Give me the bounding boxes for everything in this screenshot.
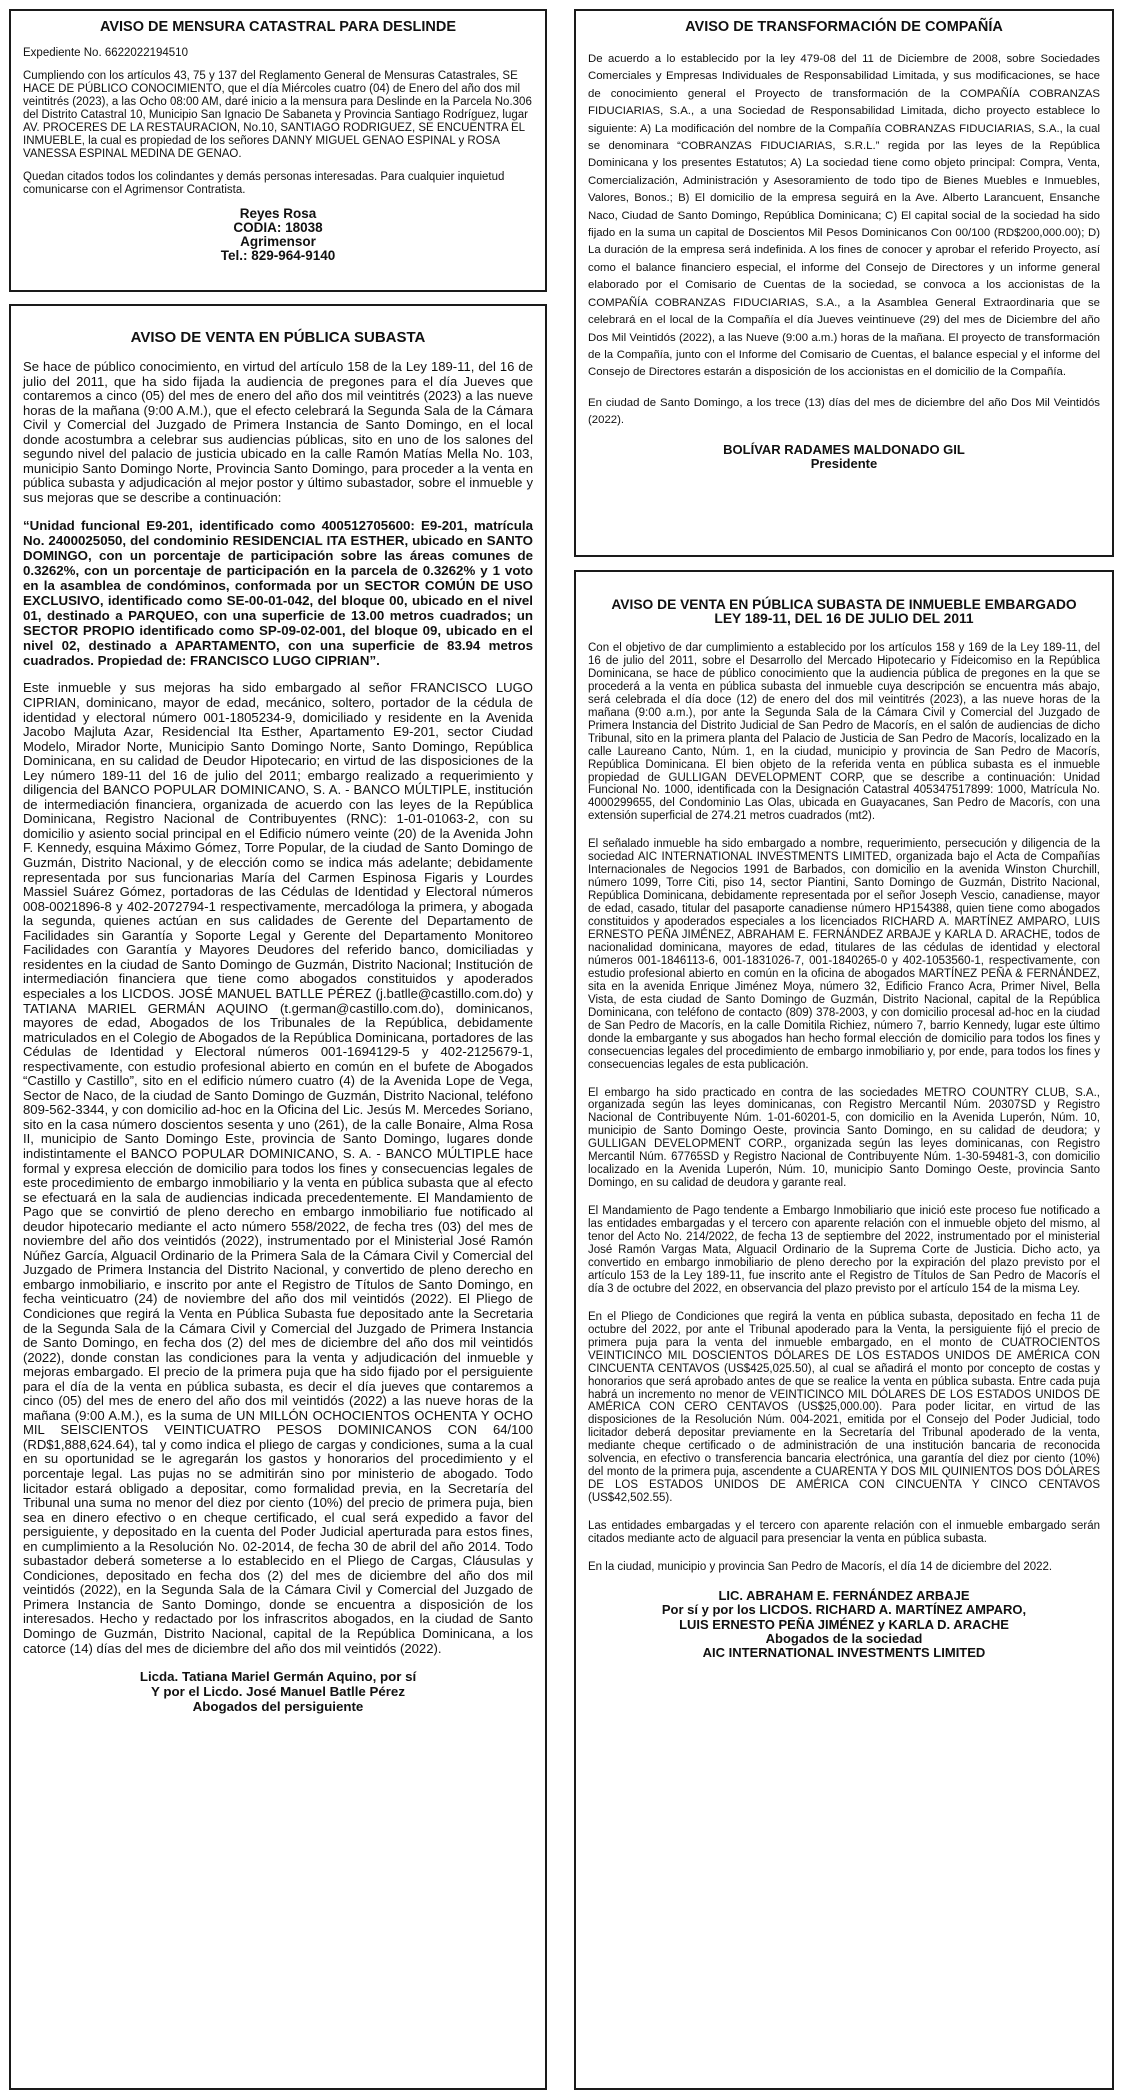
notice-citados: Quedan citados todos los colindantes y demás personas interesadas. Para cualquier inquietud comunicarse con el Agrimensor Contratista. [23,171,505,196]
notice-paragraph: El señalado inmueble ha sido embargado a nombre, requerimiento, persecución y diligencia de la sociedad AIC INTERNATIONAL INVESTMENTS LIMITED, organizada bajo el Acta de Compañías Internacionales de Negocios 1991 de Barbados, con domicilio en la avenida Winston Churchill, número 1099, Torre Citi, piso 14, sector Piantini, Santo Domingo de Guzmán, Distrito Nacional, República Dominicana, debidamente representada por el señor Joseph Vescio, canadiense, mayor de edad, casado, titular del pasaporte canadiense número HP154388, quien tiene como abogados constituidos y apoderados especiales a los licenciados RICHARD A. MARTÍNEZ AMPARO, LUIS ERNESTO PEÑA JIMÉNEZ, ABRAHAM E. FERNÁNDEZ ARBAJE y KARLA D. ARACHE, todos de nacionalidad dominicana, mayores de edad, titulares de las cédulas de identidad y electoral números 001-1846113-6, 001-1831026-7, 001-1840265-0 y 402-1053560-1, respectivamente, con estudio profesional abierto en común en la oficina de abogados MARTÍNEZ PEÑA & FERNÁNDEZ, sita en la avenida Enrique Jiménez Moya, número 32, Edificio Franco Acra, Primer Nivel, Bella Vista, de esta ciudad de Santo Domingo de Guzmán, Distrito Nacional, capital de la República Dominicana, con teléfono de contacto (809) 378-2003, y con domicilio procesal ad-hoc en la ciudad de San Pedro de Macorís, en la calle Domitila Richiez, número 7, barrio Kennedy, lugar este último donde la embargante y sus abogados han hecho formal elección de domicilio para todos los fines y consecuencias legales del procedimiento de embargo inmobiliario y, por ende, para todos los fines y consecuencias legales de esta publicación. [588,838,1100,1071]
notice-title-line: AVISO DE VENTA EN PÚBLICA SUBASTA DE INMUEBLE EMBARGADO [611,597,1077,612]
notice-body: Este inmueble y sus mejoras ha sido embargado al señor FRANCISCO LUGO CIPRIAN, dominicano, mayor de edad, mecánico, soltero, portador de la cédula de identidad y electoral número 001-1805234-9, domiciliado y residente en la Avenida Jacobo Majluta Azar, Residencial Ita Esther, Apartamento E9-201, sector Ciudad Modelo, Mirador Norte, Municipio Santo Domingo Norte, Santo Domingo, República Dominicana, en su calidad de Deudor Hipotecario; en virtud de las disposiciones de la Ley número 189-11 del 16 de julio del 2011; embargo realizado a requerimiento y diligencia del BANCO POPULAR DOMINICANO, S. A. - BANCO MÚLTIPLE, institución de intermediación financiera, organizada de acuerdo con las leyes de la República Dominicana, Registro Nacional de Contribuyentes (RNC): 1-01-01063-2, con su domicilio y asiento social principal en el Edificio número veinte (20) de la Avenida John F. Kennedy, esquina Máximo Gómez, Torre Popular, de la ciudad de Santo Domingo de Guzmán, Distrito Nacional, y de elección como se indica más adelante; debidamente representada por sus funcionarias María del Carmen Espinosa Figaris y Lourdes Massiel Suárez Gómez, portadoras de las Cédulas de Identidad y Electoral números 008-0021896-8 y 402-2072794-1 respectivamente, mercadóloga la primera, y abogada la segunda, quienes actúan en sus calidades de Gerente del Departamento de Facilidades sin Garantía y Soporte Legal y Gerente del Departamento Monitoreo Facilidades con Garantía y Mayores Deudores del referido banco, domiciliadas y residentes en la ciudad de Santo Domingo de Guzmán, Distrito Nacional; Institución de intermediación financiera que tiene como abogados constituidos y apoderados especiales a los LICDOS. JOSÉ MANUEL BATLLE PÉREZ (j.batlle@castillo.com.do) y TATIANA MARIEL GERMÁN AQUINO (t.german@castillo.com.do), dominicanos, mayores de edad, Abogados de los Tribunales de la República, debidamente matriculados en el Colegio de Abogados de la República Dominicana, portadores de las Cédulas de Identidad y Electoral números 001-1694129-5 y 402-2125679-1, respectivamente, con estudio profesional abierto en común en el bufete de Abogados “Castillo y Castillo”, sito en el edificio número cuatro (4) de la Avenida Lope de Vega, Sector de Naco, de la ciudad de Santo Domingo de Guzmán, Distrito Nacional, teléfono 809-562-3344, y con domicilio ad-hoc en la Oficina del Lic. Jesús M. Mercedes Soriano, sito en la casa número doscientos sesenta y uno (261), de la calle Bonaire, Alma Rosa II, municipio de Santo Domingo Este, provincia de Santo Domingo, lugares donde indistintamente el BANCO POPULAR DOMINICANO, S. A. - BANCO MÚLTIPLE hace formal y expresa elección de domicilio para todos los fines y consecuencias legales de este procedimiento de embargo inmobiliario y la venta en pública subasta que al efecto se efectuará en la sala de audiencias indicada precedentemente. El Mandamiento de Pago que se convirtió de pleno derecho en embargo inmobiliario fue notificado al deudor hipotecario mediante el acto número 558/2022, de fecha tres (03) del mes de noviembre del año dos veintidós (2022), instrumentado por el Ministerial José Ramón Núñez García, Alguacil Ordinario de la Primera Sala de la Cámara Civil y Comercial del Juzgado de Primera Instancia del Distrito Nacional, y convertido de pleno derecho en embargo inmobiliario, e inscrito por ante el Registro de Títulos de Santo Domingo, en fecha veinticuatro (24) de noviembre del año dos mil veintidós (2022). El Pliego de Condiciones que regirá la Venta en Pública Subasta fue depositado ante la Secretaria de la Segunda Sala de la Cámara Civil y Comercial del Juzgado de Primera Instancia de Santo Domingo, en fecha dos (2) del mes de diciembre del año dos mil veintidós (2022), donde constan las condiciones para la venta y adjudicación del inmueble y mejoras embargado. El precio de la primera puja que ha sido fijado por el persiguiente para el día de la venta en pública subasta, es decir el día jueves que contaremos a cinco (05) del mes de enero del año dos mil veintidós (2022) a las nueve horas de la mañana (9:00 A.M.), es la suma de UN MILLÓN OCHOCIENTOS OCHENTA Y OCHO MIL SEISCIENTOS VEINTICUATRO PESOS DOMINICANOS CON 64/100 (RD$1,888,624.64), tal y como indica el pliego de cargas y condiciones, suma a la cual en su oportunidad se le agregarán los gastos y honorarios del procedimiento y el porcentaje legal. Las pujas no se admitirán sino por ministerio de abogado. Todo licitador estará obligado a depositar, como formalidad previa, en la Secretaría del Tribunal una suma no menor del diez por ciento (10%) del precio de primera puja, bien sea en dinero efectivo o en cheque certificado, el cual será expedido a favor del persiguiente, y depositado en la cuenta del Poder Judicial aperturada para estos fines, en cumplimiento a la Resolución No. 02-2014, de fecha 30 de abril del año 2014. Todo subastador deberá someterse a lo establecido en el Pliego de Cargas, Cláusulas y Condiciones, depositado en fecha dos (2) del mes de diciembre del año dos mil veintidós (2022), en la Segunda Sala de la Cámara Civil y Comercial del Juzgado de Primera Instancia de Santo Domingo, donde se encuentra a disposición de los interesados. Hecho y redactado por los infrascritos abogados, en la ciudad de Santo Domingo de Guzmán, Distrito Nacional, capital de la República Dominicana, a los catorce (14) días del mes de diciembre del año dos mil veintidós (2022). [23,680,533,1656]
notice-body: Cumpliendo con los artículos 43, 75 y 137 del Reglamento General de Mensuras Catastrales, SE HACE DE PÚBLICO CONOCIMIENTO, que el día Miércoles cuatro (04) de Enero del año dos mil veintitrés (2023), a las Ocho 08:00 AM, daré inicio a la mensura para Deslinde en la Parcela No.306 del Distrito Catastral 10, Municipio San Ignacio De Sabaneta y Provincia Santiago Rodríguez, lugar AV. PROCERES DE LA RESTAURACION, No.10, SANTIAGO RODRIGUEZ, SE ENCUENTRA EL INMUEBLE, la cual es propiedad de los señores DANNY MIGUEL GENAO ESPINAL y ROSA VANESSA ESPINAL MEDINA DE GENAO. [23,70,532,160]
notice-body: De acuerdo a lo establecido por la ley 479-08 del 11 de Diciembre de 2008, sobre Sociedades Comerciales y Empresas Individuales de Responsabilidad Limitada, y sus modificaciones, se hace de conocimiento general el Proyecto de transformación de la COMPAÑÍA COBRANZAS FIDUCIARIAS, S.A., a una Sociedad de Responsabilidad Limitada, dicho proyecto establece lo siguiente: A) La modificación del nombre de la Compañía COBRANZAS FIDUCIARIAS, S.A., la cual se denominara “COBRANZAS FIDUCIARIAS, S.R.L.” regida por las leyes de la República Dominicana y los presentes Estatutos; A) La sociedad tiene como objeto principal: Compra, Venta, Comercialización, Administración y Asesoramiento de todo tipo de Bienes Muebles e Inmuebles, Valores, Bonos.; B) El domicilio de la empresa seguirá en la Ave. Alberto Larancuent, Ensanche Naco, Ciudad de Santo Domingo, República Dominicana; C) El capital social de la sociedad ha sido fijado en la suma un capital de Doscientos Mil Pesos Dominicanos Con 00/100 (RD$200,000.00); D) La duración de la empresa será indefinida. A los fines de conocer y aprobar el referido Proyecto, así como el balance financiero especial, el informe del Consejo de Directores y un informe general elaborado por el Comisario de Cuentas de la sociedad, se convoca a los accionistas de la COMPAÑÍA COBRANZAS FIDUCIARIAS, S.A., a la Asamblea General Extraordinaria que se celebrará en el local de la Compañía el día Jueves veintinueve (29) del mes de Diciembre del año Dos Mil Veintidós (2022), a las Nueve (9:00 a.m.) horas de la mañana. El proyecto de transformación de la Compañía, junto con el Informe del Comisario de Cuentas, el balance especial y el informe del Consejo de Directores estarán a disposición de los accionistas en el domicilio de la Compañía. [588,53,1100,379]
signature-block [588,1589,1100,1660]
signature-phone: Tel.: 829-964-9140 [220,248,336,263]
signature-codia: CODIA: 18038 [233,220,323,235]
signature-line: Licda. Tatiana Mariel Germán Aquino, por sí [139,1669,417,1685]
expediente-number: Expediente No. 6622022194510 [23,47,188,59]
notice-mensura-catastral [9,9,547,292]
signature-line: LIC. ABRAHAM E. FERNÁNDEZ ARBAJE [718,1587,970,1603]
signature-line: Abogados del persiguiente [192,1699,364,1715]
notice-paragraph: En el Pliego de Condiciones que regirá la venta en pública subasta, depositado en fecha 11 de octubre del 2022, por ante el Tribunal apoderado para la Venta, la persiguiente fijó el precio de primera puja para la venta del inmueble embargado, en el monto de CUATROCIENTOS VEINTICINCO MIL DOSCIENTOS DÓLARES DE LOS ESTADOS UNIDOS DE AMÉRICA CON CINCUENTA CENTAVOS (US$425,025.50), al cual se añadirá el monto por concepto de costas y honorarios que será aprobado antes de que se realice la venta en pública subasta. Entre cada puja habrá un incremento no menor de VEINTICINCO MIL DÓLARES DE LOS ESTADOS UNIDOS DE AMÉRICA CON CERO CENTAVOS (US$25,000.00). Para poder licitar, en virtud de las disposiciones de la Resolución Núm. 004-2021, emitida por el Consejo del Poder Judicial, todo licitador deberá depositar previamente en la Secretaría del Tribunal apoderado de la venta, mediante cheque certificado o de administración de una institución bancaria de reconocida solvencia, en efectivo o transferencia bancaria electrónica, una garantía del diez por ciento (10%) del monto de la primera puja, ascendente a CUARENTA Y DOS MIL QUINIENTOS DOS DÓLARES DE LOS ESTADOS UNIDOS DE AMÉRICA CON CINCUENTA Y CINCO CENTAVOS (US$42,502.55). [588,1310,1100,1505]
signature-block [23,207,533,263]
notice-date: En la ciudad, municipio y provincia San Pedro de Macorís, el día 14 de diciembre del 2022. [588,1561,1053,1573]
signature-role: Presidente [810,455,878,471]
notice-paragraph: El Mandamiento de Pago tendente a Embargo Inmobiliario que inició este proceso fue notificado a las entidades embargadas y el tercero con aparente relación con el inmueble objeto del mismo, al tenor del Acto No. 214/2022, de fecha 13 de septiembre del 2022, instrumentado por el ministerial José Ramón Vargas Mata, Alguacil Ordinario de la Suprema Corte de Justicia. Dicho acto, ya convertido en embargo inmobiliario de pleno derecho por la expiración del plazo previsto por el artículo 153 de la Ley 189-11, fue inscrito ante el Registro de Títulos de San Pedro de Macorís el día 3 de octubre del 2022, en observancia del plazo previsto por el artículo 154 de la misma Ley. [588,1205,1100,1295]
notice-intro: Se hace de público conocimiento, en virtud del artículo 158 de la Ley 189-11, del 16 de julio del 2011, que ha sido fijada la audiencia de pregones para el día Jueves que contaremos a cinco (05) del mes de enero del año dos mil veintitrés (2023) a las nueve horas de la mañana (9:00 A.M.), que el efecto celebrará la Segunda Sala de la Cámara Civil y Comercial del Juzgado de Primera Instancia de Santo Domingo, en el local donde acostumbra a celebrar sus audiencias públicas, sito en uno de los salones del segundo nivel del palacio de justicia ubicado en la calle Ramón Matías Mella No. 103, municipio Santo Domingo Norte, Provincia Santo Domingo, para proceder a la venta en pública subasta y adjudicación al mejor postor y último subastador, sobre el inmueble y sus mejoras que se describe a continuación: [23,359,533,505]
signature-line: Y por el Licdo. José Manuel Batlle Pérez [151,1684,405,1700]
notice-inmueble-embargado [574,570,1114,2090]
notice-title: AVISO DE VENTA EN PÚBLICA SUBASTA [130,329,426,346]
signature-line: AIC INTERNATIONAL INVESTMENTS LIMITED [702,1645,986,1661]
notice-title: AVISO DE TRANSFORMACIÓN DE COMPAÑÍA [685,19,1003,35]
notice-venta-publica-subasta [9,304,547,2090]
signature-role: Agrimensor [240,234,316,249]
notice-title [588,598,1100,626]
notice-transformacion-compania [574,9,1114,557]
signature-line: LUIS ERNESTO PEÑA JIMÉNEZ y KARLA D. ARACHE [679,1616,1009,1632]
signature-block [588,443,1100,471]
notice-paragraph: Las entidades embargadas y el tercero con aparente relación con el inmueble embargado serán citados mediante acto de alguacil para presenciar la venta en pública subasta. [588,1520,1100,1546]
notice-date: En ciudad de Santo Domingo, a los trece (13) días del mes de diciembre del año Dos Mil Veintidós (2022). [588,396,1100,427]
signature-name: BOLÍVAR RADAMES MALDONADO GIL [723,441,965,457]
notice-paragraph: Con el objetivo de dar cumplimiento a establecido por los artículos 158 y 169 de la Ley 189-11, del 16 de julio del 2011, sobre el Desarrollo del Mercado Hipotecario y Fideicomiso en la República Dominicana, se hace de público conocimiento que la audiencia pública de pregones en la que se procederá a la venta en pública subasta del inmueble cuya descripción se encuentra más abajo, será celebrada el día doce (12) de enero del dos mil veintitrés (2023), a las nueve horas de la mañana (9:00 a.m.), por ante la Segunda Sala de la Cámara Civil y Comercial del Juzgado de Primera Instancia del Distrito Judicial de San Pedro de Macorís, en el salón de audiencias de dicho Tribunal, sito en la primera planta del Palacio de Justicia de San Pedro de Macorís, localizado en la calle Laureano Canto, Núm. 1, en la ciudad, municipio y provincia de San Pedro de Macorís, República Dominicana. El bien objeto de la referida venta en pública subasta es el inmueble propiedad de GULLIGAN DEVELOPMENT CORP, que se describe a continuación: Unidad Funcional No. 1000, identificada con la Designación Catastral 405347517899: 1000, Matrícula No. 4000299655, del Condominio Las Olas, ubicada en Guayacanes, San Pedro de Macorís, con una extensión superficial de 274.21 metros cuadrados (mt2). [588,642,1100,823]
notice-paragraph: El embargo ha sido practicado en contra de las sociedades METRO COUNTRY CLUB, S.A., organizada según las leyes dominicanas, con Registro Mercantil Núm. 20307SD y Registro Nacional de Contribuyente Núm. 1-01-60201-5, con domicilio en la Avenida Luperón, Núm. 10, municipio de Santo Domingo Oeste, provincia Santo Domingo, en su calidad de deudora; y GULLIGAN DEVELOPMENT CORP., organizada según las leyes dominicanas, con Registro Mercantil Núm. 67765SD y Registro Nacional de Contribuyente Núm. 1-30-59481-3, con domicilio localizado en la Avenida Luperón, Núm. 10, municipio Santo Domingo Oeste, provincia Santo Domingo, en su calidad de deudora y garante real. [588,1086,1100,1190]
signature-name: Reyes Rosa [239,206,317,221]
notice-subtitle: LEY 189-11, DEL 16 DE JULIO DEL 2011 [714,611,974,626]
signature-line: Por sí y por los LICDOS. RICHARD A. MARTÍNEZ AMPARO, [661,1602,1027,1618]
signature-line: Abogados de la sociedad [765,1630,923,1646]
signature-block [23,1669,533,1714]
notice-title: AVISO DE MENSURA CATASTRAL PARA DESLINDE [99,19,457,35]
property-description: “Unidad funcional E9-201, identificado como 400512705600: E9-201, matrícula No. 2400025050, del condominio RESIDENCIAL ITA ESTHER, ubicado en SANTO DOMINGO, con un porcentaje de participación sobre las áreas comunes de 0.3262%, con un porcentaje de participación en la parcela de 0.3262% y 1 voto en la asamblea de condóminos, conformada por un SECTOR COMÚN DE USO EXCLUSIVO, identificado como SE-00-01-042, del bloque 00, ubicado en el nivel 01, destinado a PARQUEO, con una superficie de 13.00 metros cuadrados; un SECTOR PROPIO identificado como SP-09-02-001, del bloque 09, ubicado en el nivel 02, destinado a APARTAMENTO, con una superficie de 83.94 metros cuadrados. Propiedad de: FRANCISCO LUGO CIPRIAN”. [23,518,533,669]
